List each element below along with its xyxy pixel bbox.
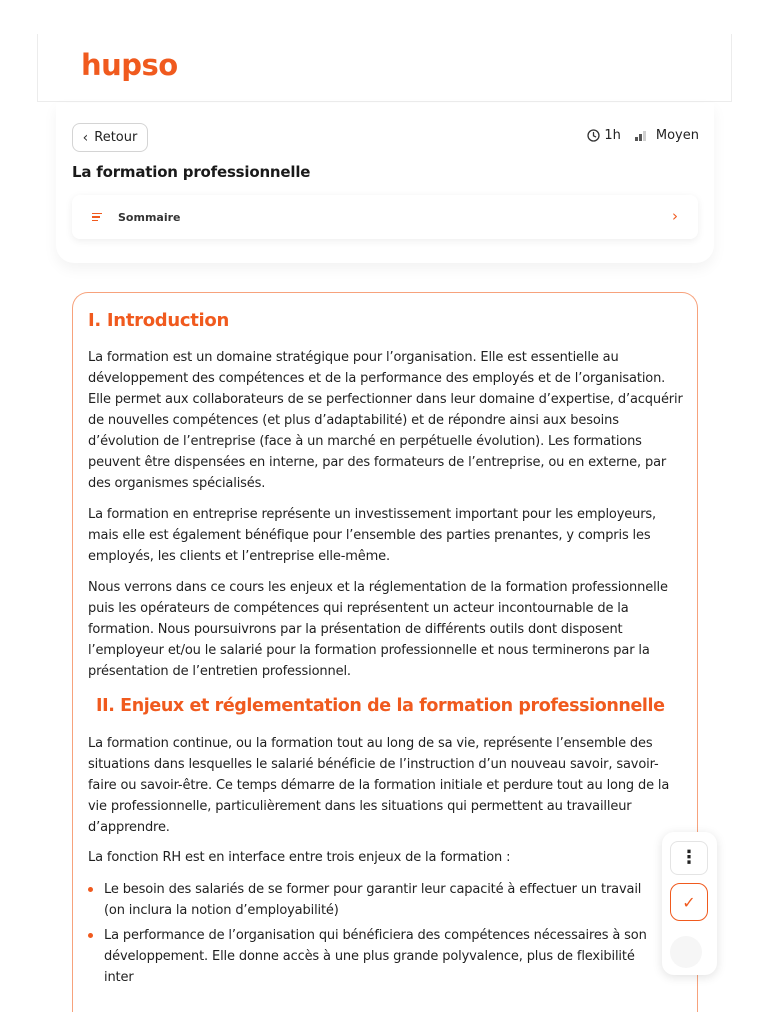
mark-complete-button[interactable] xyxy=(670,883,708,921)
section-title-introduction: I. Introduction xyxy=(88,310,229,331)
back-button[interactable] xyxy=(72,123,148,152)
app-header xyxy=(37,34,732,102)
course-meta xyxy=(587,128,699,143)
list-icon xyxy=(92,213,102,222)
duration-info xyxy=(587,128,621,143)
enjeux-paragraph-1: La formation continue, ou la formation tout au long de sa vie, représente l’ensemble des situations dans lesquelles le salarié bénéficie de l’instruction d’un nouveau savoir, savoir-faire ou savoir-être. Ce temps démarre de la formation initiale et perdure tout au long de la vie professionnelle, particulièrement dans les situations qui permettent au travailleur d’apprendre. xyxy=(88,736,670,835)
duration-value: 1h xyxy=(604,128,621,143)
enjeux-paragraph-2: La fonction RH est en interface entre trois enjeux de la formation : xyxy=(88,850,511,865)
check-icon: ✓ xyxy=(682,892,696,912)
page-title: La formation professionnelle xyxy=(72,163,311,181)
more-options-button[interactable] xyxy=(670,841,708,875)
section-title-enjeux: II. Enjeux et réglementation de la formation professionnelle xyxy=(96,696,665,716)
level-info xyxy=(635,128,699,143)
list-item: Le besoin des salariés de se former pour garantir leur capacité à effectuer un travail (on inclura la notion d’employabilité) xyxy=(88,879,666,921)
intro-paragraph-2: La formation en entreprise représente un investissement important pour les employeurs, mais elle est également bénéfique pour l’ensemble des parties prenantes, y compris les employés, les clients et l’entreprise elle-même. xyxy=(88,507,656,564)
clock-icon xyxy=(587,129,600,142)
chevron-right-icon: › xyxy=(672,207,678,225)
summary-label: Sommaire xyxy=(118,210,181,224)
back-button-label: Retour xyxy=(94,130,138,145)
summary-toggle[interactable] xyxy=(72,195,698,239)
hupso-logo[interactable]: hupso xyxy=(81,48,178,82)
intro-paragraph-1: La formation est un domaine stratégique pour l’organisation. Elle est essentielle au développement des compétences et de la performance des employés et de l’organisation. Elle permet aux collaborateurs de se perfectionner dans leur domaine d’expertise, d’acquérir de nouvelles compétences (et plus d’adaptabilité) et de répondre ainsi aux besoins d’évolution de l’entreprise (face à un marché en perpétuelle évolution). Les formations peuvent être dispensées en interne, par des formateurs de l’entreprise, ou en externe, par des organismes spécialisés. xyxy=(88,350,683,491)
chevron-left-icon: ‹ xyxy=(82,129,89,146)
intro-paragraph-3: Nous verrons dans ce cours les enjeux et la réglementation de la formation professionnelle puis les opérateurs de compétences qui représentent un acteur incontournable de la formation. Nous poursuivrons par la présentation de différents outils dont disposent l’employeur et/ou le salarié pour la formation professionnelle et nous terminerons par la présentation de l’entretien professionnel. xyxy=(88,580,668,679)
level-bars-icon xyxy=(635,130,646,141)
list-item: La performance de l’organisation qui bénéficiera des compétences nécessaires à son développement. Elle donne accès à une plus grande polyvalence, plus de flexibilité inter xyxy=(88,925,666,988)
faded-action-button[interactable] xyxy=(670,936,702,968)
enjeux-bullet-list xyxy=(88,879,666,992)
more-vertical-icon: ⋮ xyxy=(680,847,698,868)
level-value: Moyen xyxy=(655,128,699,143)
course-header-card xyxy=(56,103,714,263)
